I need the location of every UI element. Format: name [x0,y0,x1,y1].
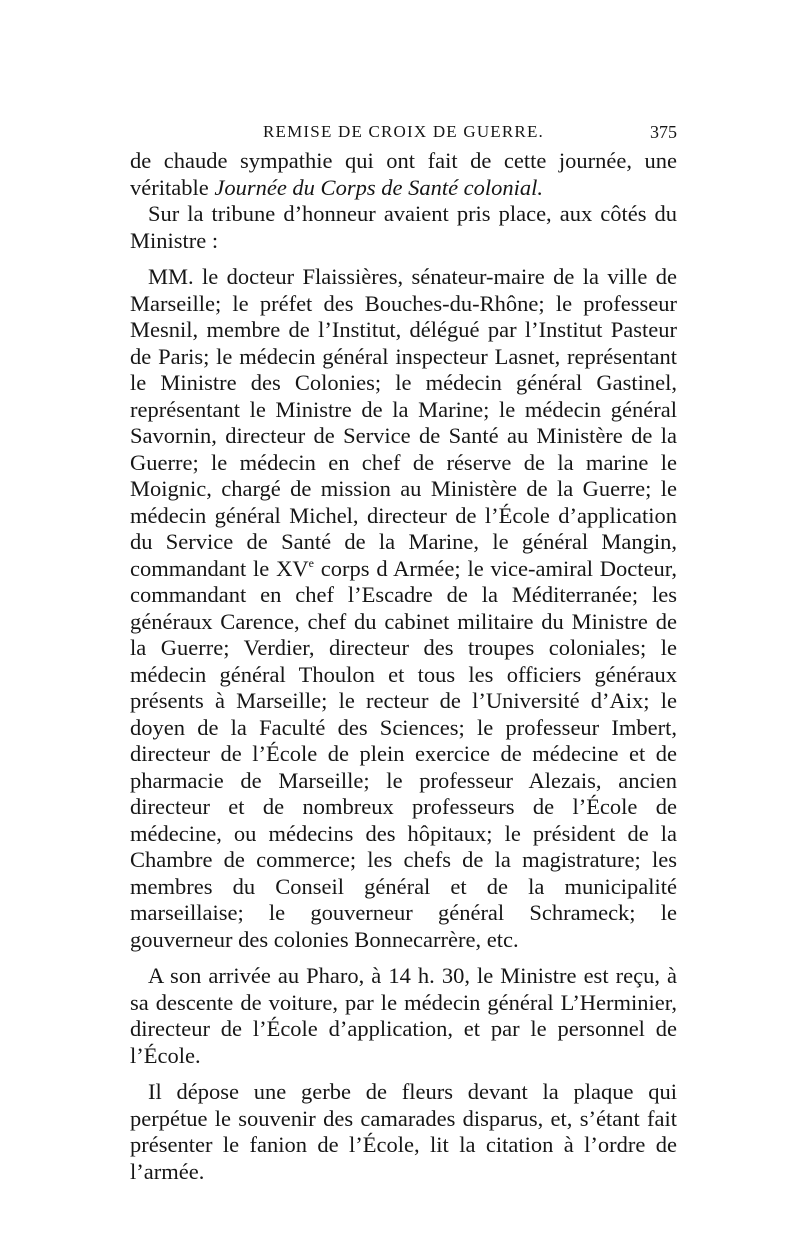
attendees-text: MM. le docteur Flaissières, sénateur-maire de la ville de Marseille; le préfet des Bouches-du-Rhône; le professeur Mesnil, membre de l’Institut, délégué par l’Institut Pasteur de Paris; le médecin général inspecteur Lasnet, représentant le Ministre des Colonies; le médecin général Gastinel, représentant le Ministre de la Marine; le médecin général Savornin, directeur de Service de Santé au Ministère de la Guerre; le médecin en chef de réserve de la marine le Moignic, chargé de mission au Ministère de la Guerre; le médecin général Michel, directeur de l’École d’application du Service de Santé de la Marine, le général Mangin, commandant le XV [130,264,677,581]
paragraph-wreath: Il dépose une gerbe de fleurs devant la plaque qui perpétue le souvenir des camarades disparus, et, s’étant fait présenter le fanion de l’École, lit la citation à l’ordre de l’armée. [130,1079,677,1184]
attendees-text-continued: corps d Armée; le vice-amiral Docteur, commandant en chef l’Escadre de la Méditerranée; les généraux Carence, chef du cabinet militaire du Ministre de la Guerre; Verdier, directeur des troupes coloniales; le médecin général Thoulon et tous les officiers généraux présents à Marseille; le recteur de l’Université d’Aix; le doyen de la Faculté des Sciences; le professeur Imbert, directeur de l’École de plein exercice de médecine et de pharmacie de Marseille; le professeur Alezais, ancien directeur et de nombreux professeurs de l’École de médecine, ou médecins des hôpitaux; le président de la Chambre de commerce; les chefs de la magistrature; les membres du Conseil général et de la municipalité marseillaise; le gouverneur général Schrameck; le gouverneur des colonies Bonnecarrère, etc. [130,555,677,952]
paragraph-continuation [130,148,677,201]
running-head [130,117,677,147]
paragraph-arrival: A son arrivée au Pharo, à 14 h. 30, le Ministre est reçu, à sa descente de voiture, par le médecin général L’Herminier, directeur de l’École d’application, et par le personnel de l’École. [130,963,677,1068]
running-title: REMISE DE CROIX DE GUERRE. [262,122,544,141]
paragraph-tribune: Sur la tribune d’honneur avaient pris place, aux côtés du Ministre : [130,201,677,253]
paragraph-attendees [130,264,677,953]
body-text [130,148,677,1185]
superscript-e: e [308,555,314,570]
page-number: 375 [650,122,677,142]
continuation-text: de chaude sympathie qui ont fait de cette journée, une véritable [130,148,677,200]
italic-phrase: Journée du Corps de Santé colonial. [214,174,544,200]
